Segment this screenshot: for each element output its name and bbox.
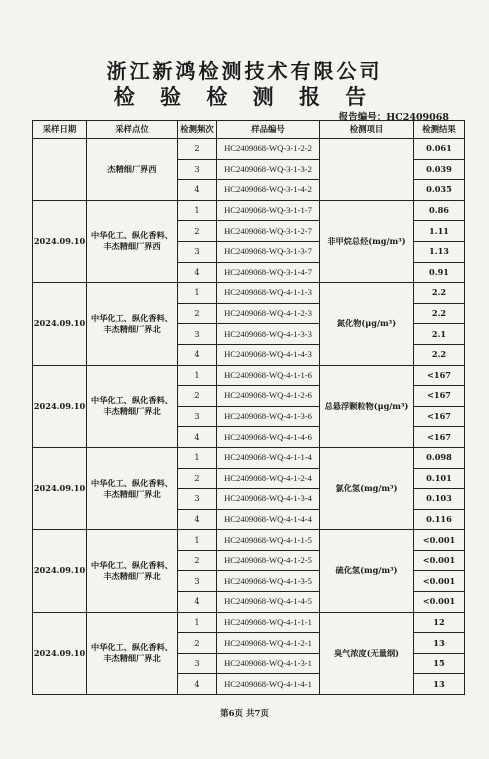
table-row [33, 200, 465, 221]
result-cell: 0.86 [414, 200, 465, 221]
frequency-cell: 3 [178, 653, 217, 674]
sampling-date-cell: 2024.09.10 [33, 283, 87, 365]
frequency-cell: 1 [178, 612, 217, 633]
sample-id-cell: HC2409068-WQ-3-1-4-7 [217, 262, 320, 283]
frequency-cell: 2 [178, 221, 217, 242]
sample-id-cell: HC2409068-WQ-4-1-3-3 [217, 324, 320, 345]
frequency-cell: 3 [178, 571, 217, 592]
result-cell: 15 [414, 653, 465, 674]
result-cell: 13 [414, 633, 465, 654]
table-row [33, 365, 465, 386]
sampling-date-cell: 2024.09.10 [33, 530, 87, 612]
result-cell: <167 [414, 406, 465, 427]
sample-id-cell: HC2409068-WQ-4-1-1-3 [217, 283, 320, 304]
table-row [33, 139, 465, 160]
table-row [33, 447, 465, 468]
sampling-site-cell: 中华化工、纵化香料、丰杰精细厂界北 [87, 365, 178, 447]
frequency-cell: 1 [178, 365, 217, 386]
test-item-cell: 氯化氢(mg/m³) [320, 447, 414, 529]
result-cell: 2.2 [414, 344, 465, 365]
frequency-cell: 2 [178, 303, 217, 324]
sample-id-cell: HC2409068-WQ-3-1-3-7 [217, 241, 320, 262]
frequency-cell: 3 [178, 324, 217, 345]
column-header-result: 检测结果 [414, 121, 465, 139]
sampling-date-cell: 2024.09.10 [33, 612, 87, 694]
result-cell: 2.1 [414, 324, 465, 345]
result-cell: 0.116 [414, 509, 465, 530]
sample-id-cell: HC2409068-WQ-4-1-1-6 [217, 365, 320, 386]
test-item-cell: 总悬浮颗粒物(μg/m³) [320, 365, 414, 447]
report-number: 报告编号：HC2409068 [338, 112, 449, 123]
frequency-cell: 4 [178, 180, 217, 201]
frequency-cell: 4 [178, 344, 217, 365]
sampling-site-cell: 杰精细厂界西 [87, 139, 178, 201]
results-table [32, 120, 465, 695]
result-cell: <167 [414, 427, 465, 448]
sample-id-cell: HC2409068-WQ-4-1-2-5 [217, 550, 320, 571]
result-cell: <167 [414, 386, 465, 407]
company-name: 浙江新鸿检测技术有限公司 [106, 59, 383, 83]
result-cell: 1.13 [414, 241, 465, 262]
sample-id-cell: HC2409068-WQ-3-1-1-7 [217, 200, 320, 221]
sampling-date-cell: 2024.09.10 [33, 365, 87, 447]
sample-id-cell: HC2409068-WQ-3-1-3-2 [217, 159, 320, 180]
frequency-cell: 3 [178, 241, 217, 262]
result-cell: <0.001 [414, 592, 465, 613]
sample-id-cell: HC2409068-WQ-4-1-4-3 [217, 344, 320, 365]
test-item-cell [320, 139, 414, 201]
column-header-frequency: 检测频次 [178, 121, 217, 139]
result-cell: 0.061 [414, 139, 465, 160]
test-item-cell: 臭气浓度(无量纲) [320, 612, 414, 694]
table-row [33, 612, 465, 633]
sample-id-cell: HC2409068-WQ-4-1-1-5 [217, 530, 320, 551]
column-header-date: 采样日期 [33, 121, 87, 139]
frequency-cell: 4 [178, 509, 217, 530]
frequency-cell: 3 [178, 489, 217, 510]
result-cell: <0.001 [414, 530, 465, 551]
sample-id-cell: HC2409068-WQ-4-1-2-3 [217, 303, 320, 324]
frequency-cell: 1 [178, 283, 217, 304]
sampling-site-cell: 中华化工、纵化香料、丰杰精细厂界北 [87, 283, 178, 365]
sampling-site-cell: 中华化工、纵化香料、丰杰精细厂界北 [87, 447, 178, 529]
frequency-cell: 2 [178, 633, 217, 654]
sample-id-cell: HC2409068-WQ-4-1-4-5 [217, 592, 320, 613]
frequency-cell: 1 [178, 447, 217, 468]
sampling-date-cell: 2024.09.10 [33, 200, 87, 282]
sample-id-cell: HC2409068-WQ-4-1-2-6 [217, 386, 320, 407]
frequency-cell: 3 [178, 406, 217, 427]
frequency-cell: 1 [178, 200, 217, 221]
result-cell: 0.101 [414, 468, 465, 489]
sample-id-cell: HC2409068-WQ-4-1-2-4 [217, 468, 320, 489]
sample-id-cell: HC2409068-WQ-3-1-2-7 [217, 221, 320, 242]
sample-id-cell: HC2409068-WQ-4-1-1-1 [217, 612, 320, 633]
result-cell: 0.098 [414, 447, 465, 468]
result-cell: 0.91 [414, 262, 465, 283]
sample-id-cell: HC2409068-WQ-3-1-2-2 [217, 139, 320, 160]
document-title: 检 验 检 测 报 告 [113, 84, 376, 109]
test-item-cell: 氮化物(μg/m³) [320, 283, 414, 365]
result-cell: <0.001 [414, 571, 465, 592]
sampling-date-cell [33, 139, 87, 201]
table-row [33, 283, 465, 304]
column-header-site: 采样点位 [87, 121, 178, 139]
column-header-item: 检测项目 [320, 121, 414, 139]
frequency-cell: 3 [178, 159, 217, 180]
result-cell: 0.103 [414, 489, 465, 510]
frequency-cell: 2 [178, 550, 217, 571]
sampling-site-cell: 中华化工、纵化香料、丰杰精细厂界北 [87, 530, 178, 612]
sample-id-cell: HC2409068-WQ-4-1-3-4 [217, 489, 320, 510]
result-cell: 2.2 [414, 283, 465, 304]
table-body [33, 139, 465, 695]
frequency-cell: 2 [178, 139, 217, 160]
page-number: 第6页 共7页 [220, 709, 269, 719]
frequency-cell: 2 [178, 468, 217, 489]
result-cell: 12 [414, 612, 465, 633]
sample-id-cell: HC2409068-WQ-4-1-1-4 [217, 447, 320, 468]
column-header-sample-id: 样品编号 [217, 121, 320, 139]
sample-id-cell: HC2409068-WQ-4-1-2-1 [217, 633, 320, 654]
table-row [33, 530, 465, 551]
frequency-cell: 2 [178, 386, 217, 407]
sample-id-cell: HC2409068-WQ-4-1-3-6 [217, 406, 320, 427]
test-item-cell: 非甲烷总烃(mg/m³) [320, 200, 414, 282]
result-cell: <167 [414, 365, 465, 386]
sample-id-cell: HC2409068-WQ-4-1-4-4 [217, 509, 320, 530]
frequency-cell: 4 [178, 674, 217, 695]
result-cell: <0.001 [414, 550, 465, 571]
sampling-site-cell: 中华化工、纵化香料、丰杰精细厂界北 [87, 612, 178, 694]
result-cell: 0.035 [414, 180, 465, 201]
sample-id-cell: HC2409068-WQ-4-1-4-6 [217, 427, 320, 448]
table-header-row [33, 121, 465, 139]
result-cell: 13 [414, 674, 465, 695]
sample-id-cell: HC2409068-WQ-4-1-3-5 [217, 571, 320, 592]
frequency-cell: 4 [178, 262, 217, 283]
frequency-cell: 4 [178, 592, 217, 613]
frequency-cell: 4 [178, 427, 217, 448]
sampling-date-cell: 2024.09.10 [33, 447, 87, 529]
sample-id-cell: HC2409068-WQ-3-1-4-2 [217, 180, 320, 201]
result-cell: 0.039 [414, 159, 465, 180]
sample-id-cell: HC2409068-WQ-4-1-4-1 [217, 674, 320, 695]
sample-id-cell: HC2409068-WQ-4-1-3-1 [217, 653, 320, 674]
sampling-site-cell: 中华化工、纵化香料、丰杰精细厂界西 [87, 200, 178, 282]
frequency-cell: 1 [178, 530, 217, 551]
test-item-cell: 硫化氢(mg/m³) [320, 530, 414, 612]
result-cell: 1.11 [414, 221, 465, 242]
result-cell: 2.2 [414, 303, 465, 324]
